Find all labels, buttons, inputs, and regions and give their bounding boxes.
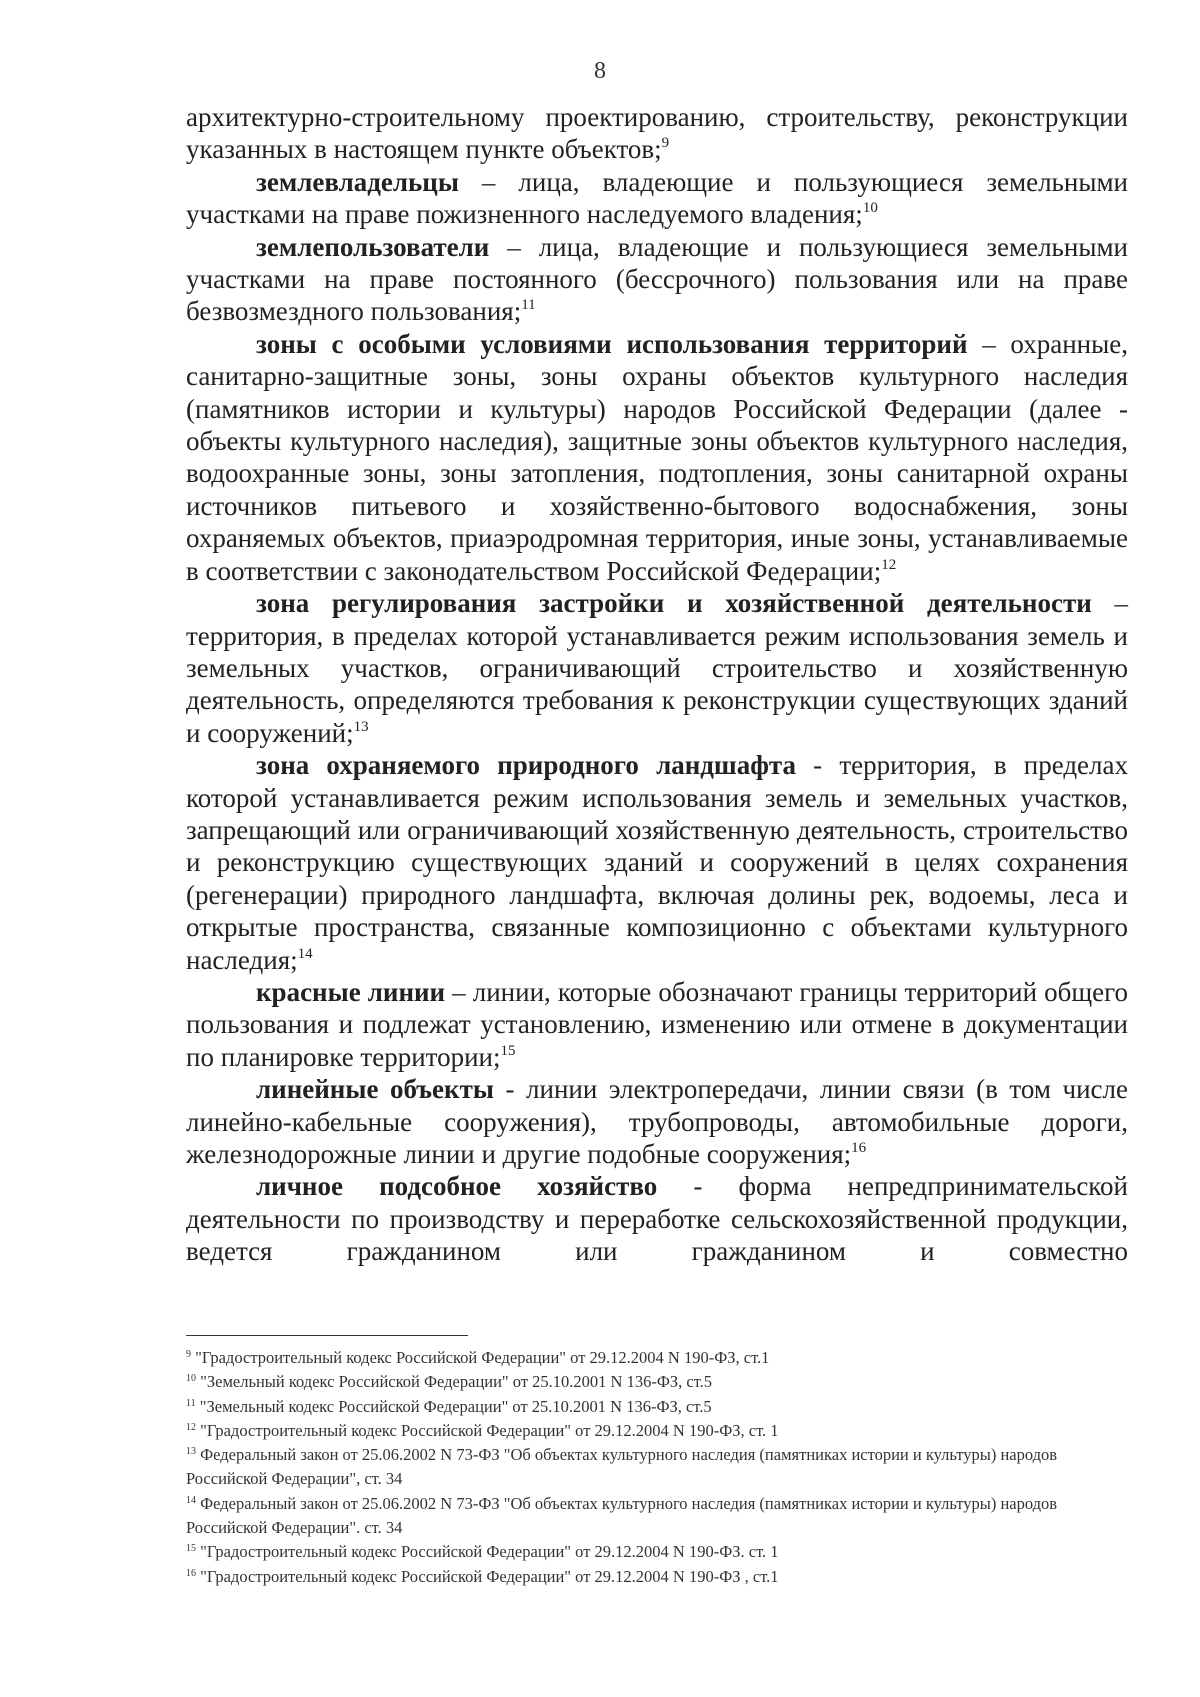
- footnote-text: "Земельный кодекс Российской Федерации" от 25.10.2001 N 136-ФЗ, ст.5: [200, 1372, 713, 1392]
- definition-linear-objects: [186, 1073, 1128, 1170]
- footnote: [186, 1370, 1128, 1394]
- footnotes: [186, 1346, 1128, 1589]
- definition-text: – лица, владеющие и пользующиеся земельными участками на праве постоянного (бессрочного) пользования или на праве безвозмездного пользования;: [186, 231, 1128, 327]
- definition-text: – линии, которые обозначают границы территорий общего пользования и подлежат установлению, изменению или отмене в документации по планировке территории;: [186, 976, 1128, 1072]
- footnote-ref: 9: [661, 135, 670, 152]
- definition-text: - линии электропередачи, линии связи (в том числе линейно-кабельные сооружения), трубопроводы, автомобильные дороги, железнодорожные линии и другие подобные сооружения;: [186, 1074, 1128, 1169]
- footnote-number: 16: [186, 1567, 196, 1579]
- defined-term: землевладельцы: [256, 166, 459, 197]
- footnote-ref: 10: [862, 200, 878, 217]
- definition-text: – лица, владеющие и пользующиеся земельными участками на праве пожизненного наследуемого владения;: [186, 166, 1128, 230]
- footnote-text: "Градостроительный кодекс Российской Федерации" от 29.12.2004 N 190-ФЗ , ст.1: [200, 1566, 779, 1586]
- definition-text: – территория, в пределах которой устанавливается режим использования земель и земельных участков, ограничивающий строительство и хозяйственную деятельность, определяются требования к реконструкции существующих зданий и сооружений;: [186, 588, 1128, 748]
- definition-landscape-zone: [186, 749, 1128, 976]
- defined-term: зона регулирования застройки и хозяйственной деятельности: [256, 588, 1092, 619]
- footnote: [186, 1346, 1128, 1370]
- footnote: [186, 1443, 1128, 1492]
- footnote-ref: 11: [521, 297, 536, 314]
- footnote-number: 13: [186, 1446, 196, 1458]
- definition-personal-farm: [186, 1170, 1128, 1267]
- footnote: [186, 1540, 1128, 1564]
- paragraph-continuation: [186, 101, 1128, 166]
- defined-term: землепользователи: [256, 231, 490, 262]
- footnote-ref: 13: [353, 718, 369, 735]
- definition-red-lines: [186, 976, 1128, 1073]
- definition-landowners: [186, 166, 1128, 231]
- defined-term: личное подсобное хозяйство: [256, 1171, 658, 1202]
- footnote-text: Федеральный закон от 25.06.2002 N 73-ФЗ "Об объектах культурного наследия (памятниках истории и культуры) народов Российской Федерации", ст. 34: [186, 1445, 1058, 1489]
- definition-land-users: [186, 231, 1128, 328]
- page-number: 8: [594, 58, 606, 84]
- footnote-separator: [186, 1335, 468, 1336]
- definition-text: - форма непредпринимательской деятельности по производству и переработке сельскохозяйственной продукции, ведется гражданином или гражданином и совместно: [186, 1171, 1128, 1267]
- definition-regulation-zone: [186, 587, 1128, 749]
- footnote-text: "Градостроительный кодекс Российской Федерации" от 29.12.2004 N 190-ФЗ, ст. 1: [200, 1420, 779, 1440]
- footnote: [186, 1565, 1128, 1589]
- footnote: [186, 1492, 1128, 1541]
- footnote-ref: 16: [851, 1140, 867, 1156]
- definition-special-zones: [186, 328, 1128, 587]
- footnote-text: "Градостроительный кодекс Российской Федерации" от 29.12.2004 N 190-ФЗ, ст.1: [195, 1348, 770, 1367]
- body-text: [186, 101, 1128, 1268]
- definition-text: – охранные, санитарно-защитные зоны, зоны охраны объектов культурного наследия (памятников истории и культуры) народов Российской Федерации (далее - объекты культурного наследия), защитные зоны объектов культурного наследия, водоохранные зоны, зоны затопления, подтопления, зоны санитарной охраны источников питьевого и хозяйственно-бытового водоснабжения, зоны охраняемых объектов, приаэродромная территория, иные зоны, устанавливаемые в соответствии с законодательством Российской Федерации;: [186, 328, 1128, 586]
- paragraph-text: архитектурно-строительному проектированию, строительству, реконструкции указанных в настоящем пункте объектов;: [186, 102, 1128, 165]
- footnote: [186, 1419, 1128, 1443]
- footnote-number: 11: [186, 1397, 196, 1409]
- footnote: [186, 1395, 1128, 1419]
- defined-term: красные линии: [256, 976, 446, 1007]
- footnote-text: "Градостроительный кодекс Российской Федерации" от 29.12.2004 N 190-ФЗ. ст. 1: [200, 1542, 779, 1562]
- footnote-number: 15: [186, 1543, 196, 1555]
- footnote-ref: 15: [500, 1042, 516, 1059]
- defined-term: линейные объекты: [256, 1074, 494, 1105]
- footnote-number: 10: [186, 1373, 196, 1385]
- footnote-number: 12: [186, 1421, 196, 1433]
- definition-text: - территория, в пределах которой устанавливается режим использования земель и земельных участков, запрещающий или ограничивающий хозяйственную деятельность, строительство и реконструкцию существующих зданий и сооружений в целях сохранения (регенерации) природного ландшафта, включая долины рек, водоемы, леса и открытые пространства, связанные композиционно с объектами культурного наследия;: [186, 750, 1128, 975]
- footnote-number: 9: [186, 1349, 191, 1360]
- footnote-ref: 14: [297, 945, 313, 962]
- footnote-text: Федеральный закон от 25.06.2002 N 73-ФЗ "Об объектах культурного наследия (памятниках истории и культуры) народов Российской Федерации". ст. 34: [186, 1493, 1058, 1538]
- footnote-text: "Земельный кодекс Российской Федерации" от 25.10.2001 N 136-ФЗ, ст.5: [199, 1396, 712, 1416]
- footnote-ref: 12: [881, 556, 897, 573]
- defined-term: зона охраняемого природного ландшафта: [256, 750, 796, 781]
- footnote-number: 14: [186, 1494, 196, 1506]
- defined-term: зоны с особыми условиями использования территорий: [256, 328, 968, 359]
